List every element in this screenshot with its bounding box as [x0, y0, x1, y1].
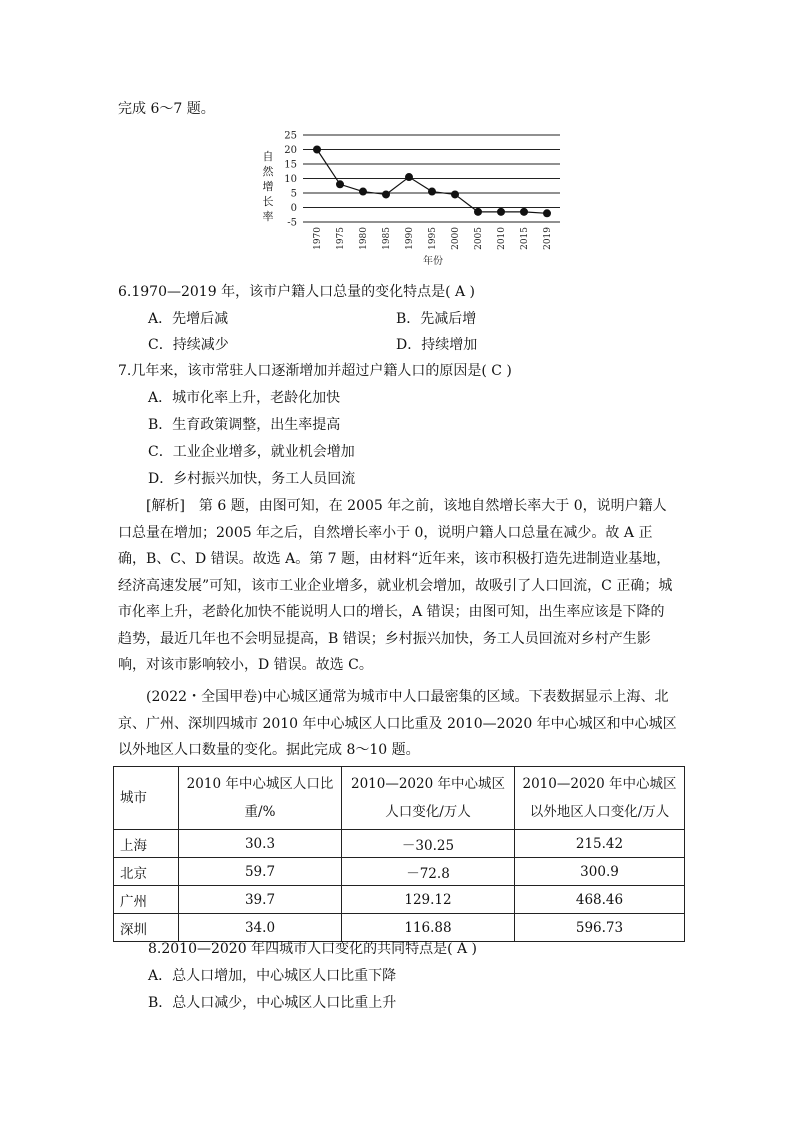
header-proportion: 2010 年中心城区人口比重/% [179, 767, 342, 830]
data-point [451, 190, 459, 198]
cell-outer-change: 596.73 [515, 914, 685, 942]
data-point [336, 180, 344, 188]
x-tick-label: 1985 [382, 227, 392, 250]
data-point [359, 188, 367, 196]
analysis-paragraph: [解析] 第 6 题，由图可知，在 2005 年之前，该地自然增长率大于 0，说明户籍人口总量在增加；2005 年之后，自然增长率小于 0，说明户籍人口总量在减少。故 A 正确，B、C、D 错误。故选 A。第 7 题，由材料“近年来，该市积极打造先进制造业基地，经济高速发展”可知，该市工业企业增多，就业机会增加，故吸引了人口回流，C 正确；城市化率上升，老龄化加快不能说明人口的增长，A 错误；由图可知，出生率应该是下降的趋势，最近几年也不会明显提高，B 错误；乡村振兴加快，务工人员回流对乡村产生影响，对该市影响较小，D 错误。故选 C。 [118, 498, 673, 673]
cell-outer-change: 300.9 [515, 858, 685, 886]
y-label-char: 长 [262, 195, 274, 208]
header-outer-change: 2010—2020 年中心城区以外地区人口变化/万人 [515, 767, 685, 830]
data-point [497, 208, 505, 216]
q6-option-c: C．持续减少 [148, 337, 229, 353]
x-tick-label: 1995 [428, 227, 438, 250]
x-tick-label: 1990 [405, 227, 415, 250]
table-row [114, 830, 685, 858]
q7-option-b: B．生育政策调整，出生率提高 [148, 417, 341, 433]
y-tick-label: 15 [284, 159, 297, 171]
data-point [382, 190, 390, 198]
cell-city: 广州 [114, 886, 179, 914]
y-tick-label: -5 [287, 217, 297, 229]
x-tick-label: 1970 [313, 227, 323, 250]
cell-central-change: －30.25 [342, 830, 515, 858]
y-label-char: 增 [262, 180, 274, 193]
data-point [428, 188, 436, 196]
population-table [113, 766, 685, 942]
y-label-char: 然 [262, 165, 274, 178]
header-city: 城市 [114, 767, 179, 830]
passage-paragraph: (2022・全国甲卷)中心城区通常为城市中人口最密集的区域。下表数据显示上海、北京、广州、深圳四城市 2010 年中心城区人口比重及 2010—2020 年中心城区和中心城区以外地区人口数量的变化。据此完成 8～10 题。 [118, 689, 677, 758]
intro-line: 完成 6～7 题。 [118, 101, 215, 117]
y-tick-label: 0 [290, 203, 297, 214]
cell-proportion: 30.3 [179, 830, 342, 858]
x-tick-label: 2005 [474, 227, 484, 250]
x-tick-label: 2000 [451, 227, 461, 250]
series-line [317, 150, 547, 214]
q7-option-d: D．乡村振兴加快，务工人员回流 [148, 471, 356, 487]
cell-proportion: 39.7 [179, 886, 342, 914]
cell-central-change: 129.12 [342, 886, 515, 914]
data-point [520, 208, 528, 216]
data-point [405, 173, 413, 181]
q6-option-a: A．先增后减 [148, 311, 229, 327]
y-tick-label: 20 [284, 145, 297, 156]
cell-outer-change: 468.46 [515, 886, 685, 914]
cell-outer-change: 215.42 [515, 830, 685, 858]
q6-option-d: D．持续增加 [396, 337, 478, 353]
x-axis-label: 年份 [423, 256, 443, 267]
q8-option-b: B．总人口减少，中心城区人口比重上升 [148, 995, 397, 1011]
cell-city: 上海 [114, 830, 179, 858]
q7-stem: 7.几年来，该市常驻人口逐渐增加并超过户籍人口的原因是( C ) [118, 363, 512, 379]
q7-option-c: C．工业企业增多，就业机会增加 [148, 444, 355, 460]
q6-stem: 6.1970—2019 年，该市户籍人口总量的变化特点是( A ) [118, 284, 475, 300]
x-tick-label: 2010 [497, 227, 507, 250]
header-central-change: 2010—2020 年中心城区人口变化/万人 [342, 767, 515, 830]
q7-option-a: A．城市化率上升，老龄化加快 [148, 390, 341, 406]
y-tick-label: 25 [284, 130, 297, 142]
table-row [114, 886, 685, 914]
chart-plot [255, 125, 575, 270]
data-point [313, 146, 321, 154]
cell-proportion: 34.0 [179, 914, 342, 942]
y-tick-label: 5 [290, 188, 297, 200]
table-row [114, 858, 685, 886]
q6-option-b: B．先减后增 [396, 311, 477, 327]
y-label-char: 率 [262, 210, 274, 223]
data-point [474, 208, 482, 216]
q8-option-a: A．总人口增加，中心城区人口比重下降 [148, 968, 397, 984]
growth-rate-chart [255, 125, 575, 270]
cell-city: 深圳 [114, 914, 179, 942]
x-tick-label: 2015 [520, 227, 530, 250]
cell-central-change: 116.88 [342, 914, 515, 942]
x-tick-label: 1980 [359, 227, 369, 250]
data-point [543, 209, 551, 217]
y-label-char: 自 [262, 150, 274, 163]
cell-city: 北京 [114, 858, 179, 886]
y-tick-label: 10 [284, 174, 297, 185]
x-tick-label: 2019 [543, 227, 553, 250]
x-tick-label: 1975 [336, 227, 346, 250]
cell-proportion: 59.7 [179, 858, 342, 886]
q8-stem: 8.2010—2020 年四城市人口变化的共同特点是( A ) [148, 941, 477, 957]
cell-central-change: －72.8 [342, 858, 515, 886]
table-header-row [114, 767, 685, 830]
